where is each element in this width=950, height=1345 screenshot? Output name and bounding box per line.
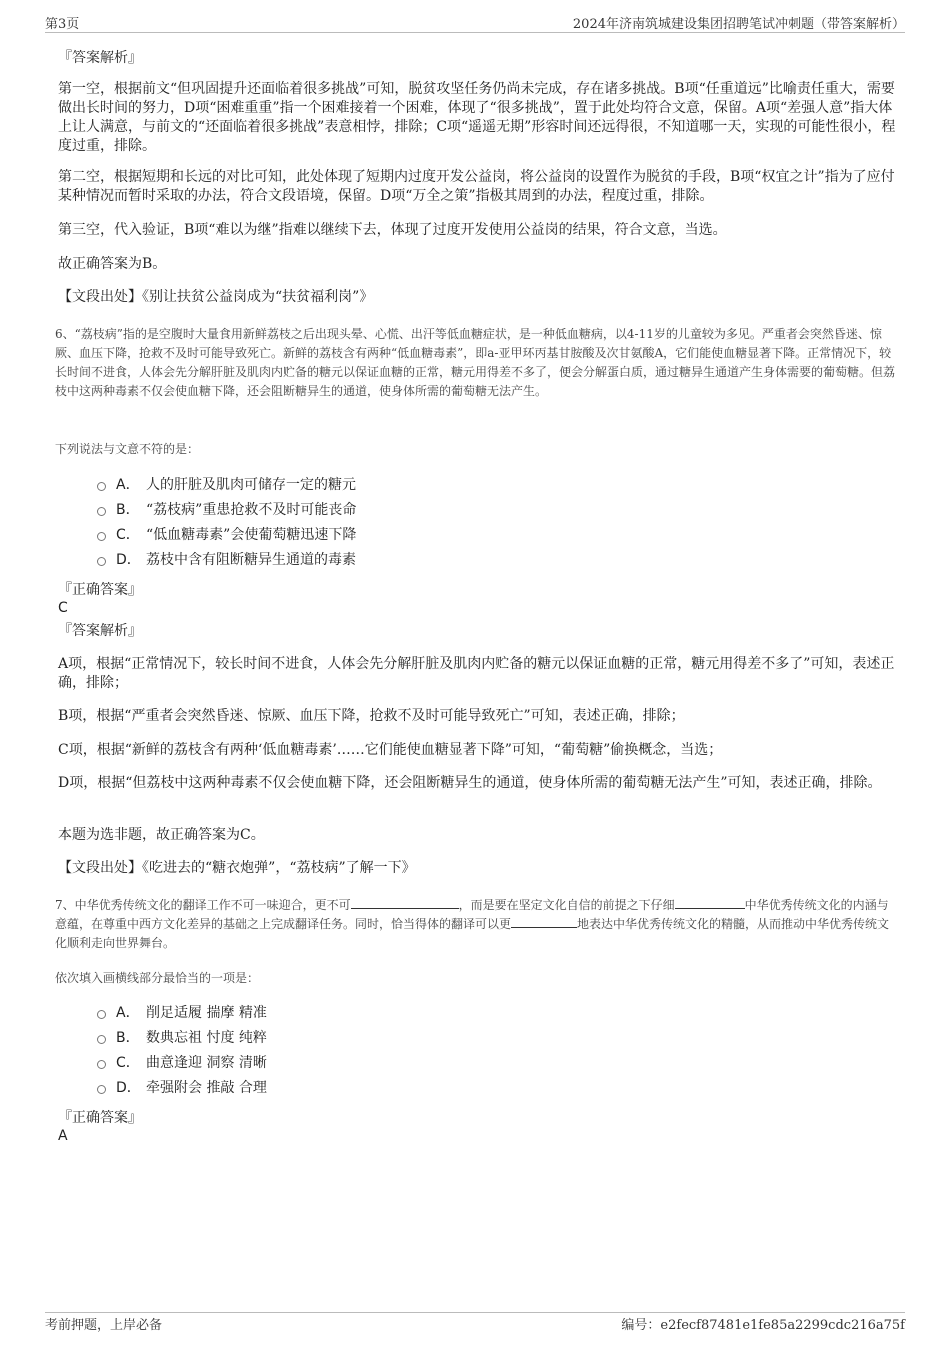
q6-correct-label: 『正确答案』	[58, 582, 142, 598]
q5-conclusion: 故正确答案为B。	[58, 256, 167, 272]
q6-question: 下列说法与文意不符的是：	[55, 442, 200, 456]
q7-option-b[interactable]: B． 数典忘祖 忖度 纯粹	[97, 1027, 267, 1049]
radio-icon[interactable]	[97, 482, 106, 491]
q6-option-b[interactable]: B． “荔枝病”重患抢救不及时可能丧命	[97, 499, 356, 521]
document-title: 2024年济南筑城建设集团招聘笔试冲刺题（带答案解析）	[572, 17, 905, 32]
q7-correct-answer: A	[58, 1128, 68, 1144]
q6-analysis-a: A项，根据“正常情况下，较长时间不进食，人体会先分解肝脏及肌肉内贮备的糖元以保证血糖的正常，糖元用得差不多了”可知，表述正确，排除；	[58, 656, 895, 691]
q6-correct-answer: C	[58, 600, 68, 616]
q6-stem: 6、“荔枝病”指的是空腹时大量食用新鲜荔枝之后出现头晕、心慌、出汗等低血糖症状，是一种低血糖病，以4-11岁的儿童较为多见。严重者会突然昏迷、惊厥、血压下降，抢救不及时可能导致死亡。新鲜的荔枝含有两种“低血糖毒素”，即a-亚甲环丙基甘胺酸及次甘氨酸A，它们能使血糖显著下降。正常情况下，较长时间不进食，人体会先分解肝脏及肌肉内贮备的糖元以保证血糖的正常，糖元用得差不多了，便会分解蛋白质，通过糖异生通道产生身体需要的葡萄糖。但荔枝中这两种毒素不仅会使血糖下降，还会阻断糖异生的通道，使身体所需的葡萄糖无法产生。	[55, 327, 896, 398]
radio-icon[interactable]	[97, 1010, 106, 1019]
q7-option-c[interactable]: C． 曲意逢迎 洞察 清晰	[97, 1052, 267, 1074]
radio-icon[interactable]	[97, 1035, 106, 1044]
footer-slogan: 考前押题，上岸必备	[45, 1318, 163, 1333]
header-divider	[45, 32, 905, 33]
answer-blank-2	[675, 896, 745, 909]
footer-divider	[45, 1312, 905, 1313]
q7-question: 依次填入画横线部分最恰当的一项是：	[55, 971, 260, 985]
q5-analysis-para1: 第一空，根据前文“但巩固提升还面临着很多挑战”可知，脱贫攻坚任务仍尚未完成，存在诸多挑战。B项“任重道远”比喻责任重大，需要做出长时间的努力，D项“困难重重”指一个困难接着一个困难，体现了“很多挑战”，置于此处均符合文意，保留。A项“差强人意”指大体上让人满意，与前文的“还面临着很多挑战”表意相悖，排除；C项“遥遥无期”形容时间还远得很，不知道哪一天，实现的可能性很小，程度过重，排除。	[58, 81, 896, 154]
q7-option-d[interactable]: D． 牵强附会 推敲 合理	[97, 1077, 267, 1099]
q6-option-a[interactable]: A． 人的肝脏及肌肉可储存一定的糖元	[97, 474, 356, 496]
q5-analysis-label: 『答案解析』	[58, 50, 142, 66]
page-number: 第3页	[45, 17, 80, 32]
q6-option-d[interactable]: D． 荔枝中含有阻断糖异生通道的毒素	[97, 549, 356, 571]
q6-source: 【文段出处】《吃进去的“糖衣炮弹”，“荔枝病”了解一下》	[58, 860, 416, 876]
radio-icon[interactable]	[97, 1085, 106, 1094]
q6-option-c[interactable]: C． “低血糖毒素”会使葡萄糖迅速下降	[97, 524, 356, 546]
radio-icon[interactable]	[97, 1060, 106, 1069]
q6-conclusion: 本题为选非题，故正确答案为C。	[58, 827, 265, 843]
q7-options	[97, 1002, 267, 1099]
q6-analysis-d: D项，根据“但荔枝中这两种毒素不仅会使血糖下降，还会阻断糖异生的通道，使身体所需的葡萄糖无法产生”可知，表述正确，排除。	[58, 775, 882, 791]
q7-correct-label: 『正确答案』	[58, 1110, 142, 1126]
q6-analysis-label: 『答案解析』	[58, 623, 142, 639]
q5-analysis-para2: 第二空，根据短期和长远的对比可知，此处体现了短期内过度开发公益岗，将公益岗的设置作为脱贫的手段，B项“权宜之计”指为了应付某种情况而暂时采取的办法，符合文段语境，保留。D项“万全之策”指极其周到的办法，程度过重，排除。	[58, 169, 895, 204]
q7-option-a[interactable]: A． 削足适履 揣摩 精准	[97, 1002, 267, 1024]
answer-blank-3	[511, 915, 577, 928]
q6-options	[97, 474, 356, 571]
q6-analysis-c: C项，根据“新鲜的荔枝含有两种‘低血糖毒素’……它们能使血糖显著下降”可知，“葡萄糖”偷换概念，当选；	[58, 742, 723, 758]
q5-source: 【文段出处】《别让扶贫公益岗成为“扶贫福利岗”》	[58, 289, 374, 305]
document-id: 编号：e2fecf87481e1fe85a2299cdc216a75f	[621, 1318, 905, 1333]
radio-icon[interactable]	[97, 507, 106, 516]
q6-analysis-b: B项，根据“严重者会突然昏迷、惊厥、血压下降，抢救不及时可能导致死亡”可知，表述正确，排除；	[58, 708, 685, 724]
answer-blank-1	[351, 896, 459, 909]
radio-icon[interactable]	[97, 557, 106, 566]
q5-analysis-para3: 第三空，代入验证，B项“难以为继”指难以继续下去，体现了过度开发使用公益岗的结果，符合文意，当选。	[58, 222, 727, 238]
radio-icon[interactable]	[97, 532, 106, 541]
q7-stem: 7、中华优秀传统文化的翻译工作不可一味迎合，更不可 ，而是要在坚定文化自信的前提之下仔细 中华优秀传统文化的内涵与意蕴，在尊重中西方文化差异的基础之上完成翻译任务。同时，恰当得体的翻译可以更 地表达中华优秀传统文化的精髓，从而推动中华优秀传统文化顺利走向世界舞台。	[55, 898, 890, 950]
